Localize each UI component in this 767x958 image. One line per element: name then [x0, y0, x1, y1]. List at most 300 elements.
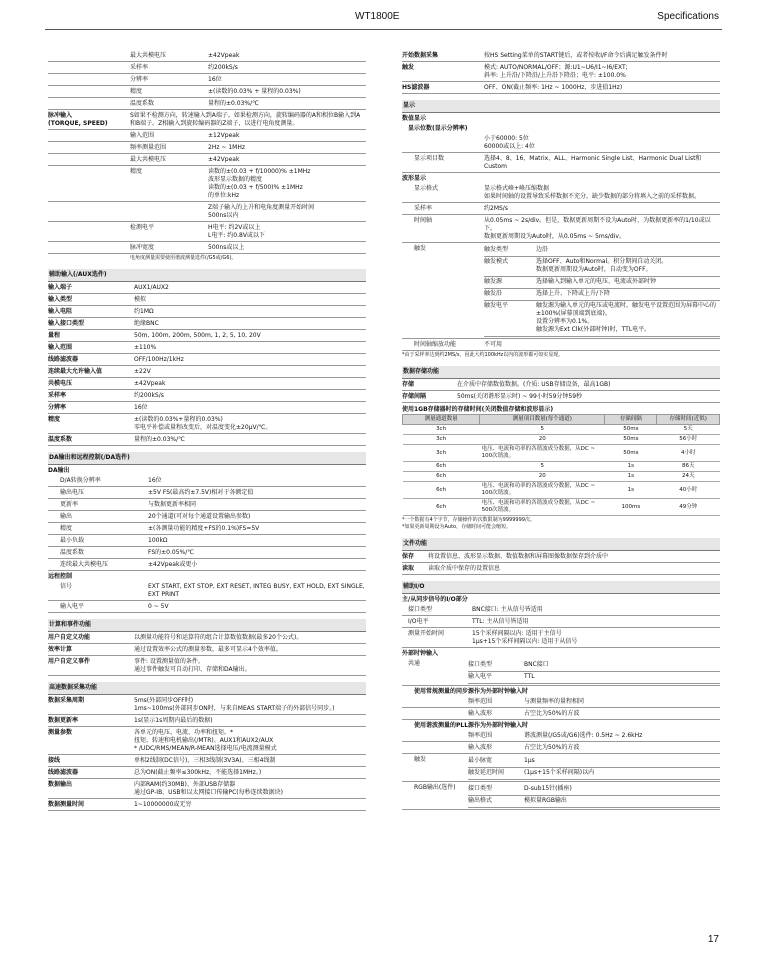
- table-header: 存储间隔: [605, 415, 657, 425]
- spec-key: 分辨率: [48, 403, 67, 411]
- rgb-sub: [468, 784, 720, 808]
- spec-key: 测量开始时间: [408, 629, 445, 637]
- section-title: 数据存储功能: [402, 366, 720, 379]
- ext-common-key: 共通: [408, 659, 421, 667]
- spec-row: [402, 339, 720, 351]
- spec-row: [402, 133, 720, 153]
- display-trigger-sub: [484, 245, 720, 337]
- group-title: 使用常规测量的同步源作为外部时钟输入时: [414, 688, 529, 695]
- spec-row: [48, 487, 366, 499]
- spec-row: [484, 301, 720, 337]
- table-cell: 4小时: [657, 445, 720, 462]
- spec-key: 效率计算: [48, 645, 73, 653]
- spec-value: 50ms(关闭谐形显示时) ~ 99小时59分钟59秒: [457, 392, 583, 400]
- spec-value: AUX1/AUX2: [134, 283, 169, 291]
- spec-value: 20个通道(可对每个通道设置输出参数): [148, 512, 251, 520]
- spec-value: 16位: [134, 403, 148, 411]
- spec-value: 选择上升、下降或上升/下降: [536, 290, 611, 297]
- spec-key: 触发电平: [484, 302, 509, 309]
- spec-key: 数据测量时间: [48, 800, 85, 808]
- spec-key: 输入电平: [60, 602, 85, 610]
- spec-key: 输入端子: [48, 283, 73, 291]
- spec-key: D/A转换分辨率: [60, 476, 101, 484]
- spec-row: [48, 354, 366, 366]
- spec-key: 最大共模电压: [130, 51, 167, 59]
- spec-value: 绝缘BNC: [134, 319, 159, 327]
- spec-row: [48, 86, 366, 98]
- section-title: 高速数据采集功能: [48, 682, 366, 695]
- spec-row: [402, 604, 720, 616]
- spec-key: 量程: [48, 331, 61, 339]
- display-trigger-key: 触发: [414, 244, 427, 252]
- spec-value: FS的±0.05%/℃: [148, 548, 195, 556]
- spec-row: [484, 289, 720, 301]
- spec-row: [468, 784, 720, 796]
- group-title: 外部时钟输入: [402, 650, 439, 657]
- spec-value: (1μs+15个采样间隔)以内: [524, 769, 595, 776]
- display-note: *由于采样率达到约2MS/s，因此大约100kHz以内的波形都可如实显现。: [402, 352, 564, 358]
- spec-key: 采样率: [130, 63, 149, 71]
- spec-key: 数据采集周期: [48, 696, 85, 704]
- spec-value: 与测量频率的量程相同: [524, 697, 585, 705]
- spec-row: [48, 330, 366, 342]
- section-title: 计算和事件功能: [48, 619, 366, 632]
- display-trigger-row: [402, 243, 720, 339]
- spec-key: 输入接口类型: [48, 319, 85, 327]
- group-title: DA输出: [48, 467, 70, 474]
- spec-key: 输入电阻: [48, 307, 73, 315]
- spec-row: [48, 50, 366, 62]
- spec-key: 脉冲宽度: [130, 243, 155, 251]
- spec-row: [48, 378, 366, 390]
- aux-trigger-sub: [468, 756, 720, 780]
- spec-value: 从0.05ms ~ 2s/div。但是，数据更新周期不设为Auto时，为数据更新率的1/10或以下。 数据更新周期设为Auto时，从0.05ms ~ 5ms/div。: [484, 216, 711, 240]
- spec-row: [402, 730, 720, 742]
- page-number: 17: [707, 934, 719, 945]
- spec-row: [48, 632, 366, 644]
- table-cell: 49分钟: [657, 499, 720, 516]
- spec-row: [48, 142, 366, 154]
- spec-value: ±22V: [134, 367, 151, 375]
- table-cell: 6ch: [403, 482, 480, 499]
- table-row: [403, 445, 720, 462]
- spec-key: 保存: [402, 552, 415, 560]
- spec-row: [48, 727, 366, 755]
- spec-value: 0 ~ 5V: [148, 602, 169, 610]
- table-cell: 6ch: [403, 472, 480, 482]
- spec-key: 输入范围: [130, 131, 155, 139]
- table-header: 存储时间(近似): [657, 415, 720, 425]
- spec-row: [402, 742, 720, 754]
- spec-key: 精度: [48, 415, 61, 423]
- spec-row: [48, 581, 366, 601]
- table-cell: 86天: [657, 462, 720, 472]
- spec-value: 通过设置效率公式的测量参数，最多可显示4个效率值。: [134, 645, 282, 653]
- spec-key: 数据更新率: [48, 716, 79, 724]
- aux-trigger-key: 触发: [414, 755, 427, 763]
- spec-row: [48, 656, 366, 676]
- spec-key: 触发: [402, 63, 415, 71]
- spec-value: OFF/100Hz/1kHz: [134, 355, 184, 363]
- spec-row: [48, 166, 366, 202]
- spec-value: 占空比为50%的方波: [524, 709, 580, 717]
- spec-row: [48, 475, 366, 487]
- spec-row: [48, 511, 366, 523]
- spec-key: [48, 204, 208, 220]
- spec-value: OFF、ON(截止频率: 1Hz ~ 1000Hz，步进值1Hz): [484, 83, 623, 91]
- spec-value: 按HS Setting菜单的START键后，或者按收I/F命令后满足触发条件时: [484, 51, 668, 59]
- table-header: 测量通道数量: [403, 415, 480, 425]
- spec-value: 单相2线制(DC信号)、三相3线制(3V3A)、三相4线制: [134, 756, 276, 764]
- spec-row: [48, 222, 366, 242]
- spec-row: [484, 245, 720, 257]
- spec-key: 接口类型: [468, 785, 493, 792]
- spec-key: 输入波形: [468, 709, 493, 717]
- spec-key: 精度: [60, 524, 73, 532]
- spec-row: [48, 242, 366, 254]
- spec-key: 精度: [130, 167, 143, 175]
- spec-value: 读数的±(0.03 + f/10000)% ±1MHz 波形显示数据的精度 读数的±(0.03 + f/500)% ±1MHz 的单位:kHz: [208, 167, 311, 199]
- storage-table-title: 使用1GB存储器时的存储时间(关闭数值存储和波形显示): [402, 406, 554, 413]
- spec-value: 将设置信息、波形显示数据、数值数据和屏幕图像数据保存到介质中: [428, 552, 609, 560]
- spec-key: 输入类型: [48, 295, 73, 303]
- spec-key: 存储间隔: [402, 392, 427, 400]
- spec-row: [48, 306, 366, 318]
- spec-key: 数据输出: [48, 780, 73, 788]
- spec-row: [402, 62, 720, 82]
- spec-value: ±110%: [134, 343, 157, 351]
- spec-row: [48, 74, 366, 86]
- spec-value: 读取介质中保存的设置信息: [428, 564, 501, 572]
- table-row: [403, 482, 720, 499]
- table-cell: 24天: [657, 472, 720, 482]
- spec-key: 开始数据采集: [402, 51, 439, 59]
- spec-key: 显示项目数: [414, 154, 445, 162]
- spec-row: [48, 755, 366, 767]
- section-title: DA输出和远程控制(/DA选件): [48, 452, 366, 465]
- spec-row: [402, 82, 720, 94]
- spec-row: [48, 130, 366, 142]
- section-title: 文件功能: [402, 538, 720, 551]
- table-cell: 电压、电流和功率的各谐波成分数据，从DC ~ 100次谐波。: [480, 482, 605, 499]
- spec-value: 1μs: [524, 757, 535, 764]
- table-cell: 50ms: [605, 445, 657, 462]
- spec-value: 1s(显示1s周期内最后的数据): [134, 716, 213, 724]
- spec-row: [48, 715, 366, 727]
- spec-row: [48, 282, 366, 294]
- spec-value: 约2MS/s: [484, 204, 508, 212]
- storage-notes: *一个数据有4个字节，存储操作的次数限制为9999999次。 *如果更新周期设为Auto，存储时间可能会缩短。: [402, 517, 535, 530]
- spec-value: TTL: [524, 673, 535, 680]
- spec-value: ±5V FS(最高约±7.5V)相对于各额定值: [148, 488, 254, 496]
- spec-row: [402, 616, 720, 628]
- spec-key: 输入范围: [48, 343, 73, 351]
- spec-row: [48, 154, 366, 166]
- spec-value: 选择4、8、16、Matrix、ALL、Harmonic Single List、Harmonic Dual List和Custom: [484, 154, 702, 170]
- spec-key: 输出格式: [468, 797, 493, 804]
- spec-key: 线路滤波器: [48, 355, 79, 363]
- spec-value: 约200kS/s: [208, 63, 238, 71]
- spec-value: 模拟: [134, 295, 147, 303]
- spec-value: BNC接口: 主从信号皆适用: [472, 605, 543, 613]
- spec-key: 采样率: [48, 391, 67, 399]
- spec-key: 接口类型: [408, 605, 433, 613]
- spec-key: 连续最大共模电压: [60, 560, 109, 568]
- spec-key: 温度系数: [130, 99, 155, 107]
- spec-value: D-sub15针(插座): [524, 785, 572, 792]
- ext-common-sub: [468, 660, 720, 684]
- spec-value: 总为ON(截止频率≤300kHz，不能选择1MHz。): [134, 768, 262, 776]
- spec-key: 触发沿: [484, 290, 503, 297]
- table-row: [403, 472, 720, 482]
- spec-row: [48, 601, 366, 613]
- group-title: 使用谐波测量的PLL源作为外部时钟输入时: [414, 722, 529, 729]
- spec-value: 量程的±0.03%/℃: [208, 99, 259, 107]
- spec-value: ±42Vpeak或更小: [148, 560, 198, 568]
- spec-value: 内部RAM(约30MB)、外部USB存储器 通过GP-IB、USB和以太网接口传输PC(每秒连续数据块): [134, 780, 283, 796]
- pulse-note: 电角度测量需要使用谐波测量选件(/G5或/G6)。: [130, 255, 237, 261]
- header-rule: [45, 29, 722, 30]
- spec-value: 100kΩ: [148, 536, 168, 544]
- spec-row: [48, 767, 366, 779]
- table-header: 测量项目数量(每个通道): [480, 415, 605, 425]
- table-cell: 3ch: [403, 445, 480, 462]
- spec-value: ±12Vpeak: [208, 131, 240, 139]
- spec-value: 5ms(外部同步OFF时) 1ms~100ms(外部同步ON时，与来自MEAS START端子的外部信号同步。): [134, 696, 335, 712]
- spec-key: 检测电平: [130, 223, 155, 231]
- spec-row: [402, 696, 720, 708]
- spec-key: 显示格式: [414, 184, 439, 192]
- spec-row: [468, 768, 720, 780]
- spec-value: Z端子输入的上升和电角度测量开始时间 500ns以内: [208, 203, 315, 219]
- table-cell: 5天: [657, 425, 720, 435]
- spec-row: [468, 756, 720, 768]
- spec-row: [402, 203, 720, 215]
- spec-value: 各单元的电压、电流、功率和扭矩。* 扭矩、转速和电机输出(/MTR)、AUX1和AUX2/AUX * /UDC/RMS/MEAN/R-MEAN选择电压/电流测量模式: [134, 728, 277, 752]
- table-cell: 50ms: [605, 425, 657, 435]
- section-title: 辅助输入(/AUX选件): [48, 269, 366, 282]
- spec-key: 触发模式: [484, 258, 509, 265]
- rgb-key: RGB输出(选件): [414, 783, 456, 791]
- spec-row: [402, 153, 720, 173]
- spec-key: 输入电平: [468, 673, 493, 680]
- spec-key: 频率测量范围: [130, 143, 167, 151]
- spec-value: 边沿: [536, 246, 549, 253]
- spec-value: 以测量功能符号和运算符的组合计算数值数据(最多20个公式)。: [134, 633, 303, 641]
- table-cell: 1s: [605, 482, 657, 499]
- spec-value: 选择OFF、Auto和Normal。积分期间自动关闭。 数据更新周期设为Auto时，自动变为OFF。: [536, 258, 668, 273]
- spec-value: 500ns或以上: [208, 243, 245, 251]
- spec-row: [48, 98, 366, 110]
- table-cell: 20: [480, 435, 605, 445]
- spec-row: [48, 559, 366, 571]
- spec-row: [402, 183, 720, 203]
- table-cell: 56小时: [657, 435, 720, 445]
- table-cell: 6ch: [403, 499, 480, 516]
- table-cell: 5: [480, 462, 605, 472]
- spec-key: 连续最大允许输入值: [48, 367, 103, 375]
- spec-value: BNC接口: [524, 661, 549, 668]
- spec-key: 线路滤波器: [48, 768, 79, 776]
- right-column: [402, 50, 720, 810]
- spec-row: [48, 342, 366, 354]
- rgb-row: [402, 782, 720, 810]
- table-cell: 电压、电流和功率的各谐波成分数据，从DC ~ 500次谐波。: [480, 499, 605, 516]
- table-row: [403, 435, 720, 445]
- spec-row: [402, 50, 720, 62]
- spec-key: 接口类型: [468, 661, 493, 668]
- group-title: 数值显示: [402, 115, 427, 122]
- spec-row: [402, 391, 720, 403]
- table-cell: 20: [480, 472, 605, 482]
- spec-key: 采样率: [414, 204, 433, 212]
- spec-key: [402, 135, 484, 151]
- spec-key: 输出电压: [60, 488, 85, 496]
- spec-value: 模拟量RGB输出: [524, 797, 567, 804]
- spec-value: EXT START, EXT STOP, EXT RESET, INTEG BUSY, EXT HOLD, EXT SINGLE, EXT PRINT: [148, 582, 365, 598]
- spec-row: [402, 215, 720, 243]
- spec-row: [48, 434, 366, 446]
- spec-row: [48, 695, 366, 715]
- spec-key: 触发类型: [484, 246, 509, 253]
- spec-value: 模式: AUTO/NORMAL/OFF；源:U1~U6/I1~I6/EXT; 斜率: 上升沿/下降沿/上升沿下降沿；电平: ±100.0%: [484, 63, 628, 79]
- spec-value: 不可用: [484, 340, 503, 348]
- table-cell: 6ch: [403, 462, 480, 472]
- spec-row: [468, 796, 720, 808]
- storage-table: [402, 414, 720, 516]
- spec-value: 15个采样间隔以内: 适用于主信号 1μs+15个采样间隔以内: 适用于从信号: [472, 629, 578, 645]
- spec-key: 更新率: [60, 500, 79, 508]
- spec-value: 选择输入到输入单元的电压、电流或外部时钟: [536, 278, 657, 285]
- spec-row: [48, 779, 366, 799]
- spec-key: 输入波形: [468, 743, 493, 751]
- group-title: 显示位数(显示分辨率): [408, 125, 468, 132]
- spec-row: [402, 551, 720, 563]
- table-cell: 40小时: [657, 482, 720, 499]
- spec-row: [48, 390, 366, 402]
- header-model: WT1800E: [355, 11, 400, 22]
- spec-row: [48, 366, 366, 378]
- spec-key: 最小脉宽: [468, 757, 493, 764]
- spec-value: 谐波测量(/G5或/G6)选件: 0.5Hz ~ 2.6kHz: [524, 731, 643, 739]
- spec-row: [468, 672, 720, 684]
- spec-row: [48, 318, 366, 330]
- spec-row: [402, 379, 720, 391]
- table-cell: 3ch: [403, 435, 480, 445]
- spec-value: 事件: 设置测量值的条件。 通过事件触发可自动打印、存储和DA输出。: [134, 657, 251, 673]
- spec-row: [48, 62, 366, 74]
- spec-row: [402, 628, 720, 648]
- spec-key: 存储: [402, 380, 415, 388]
- spec-key: I/O电平: [408, 617, 429, 625]
- spec-key: 频率范围: [468, 697, 493, 705]
- table-row: [403, 462, 720, 472]
- spec-value: 约200kS/s: [134, 391, 164, 399]
- table-cell: 1s: [605, 472, 657, 482]
- section-title: 辅助I/O: [402, 581, 720, 594]
- spec-row: [48, 402, 366, 414]
- spec-value: 占空比为50%的方波: [524, 743, 580, 751]
- spec-row: [484, 277, 720, 289]
- table-cell: 3ch: [403, 425, 480, 435]
- spec-row: [48, 547, 366, 559]
- pulse-header-row: [48, 110, 366, 130]
- spec-key: 用户自定义事件: [48, 657, 91, 665]
- spec-row: [48, 799, 366, 811]
- spec-row: [48, 414, 366, 434]
- section-title: 显示: [402, 100, 720, 113]
- spec-row: [48, 499, 366, 511]
- spec-key: 读取: [402, 564, 415, 572]
- pulse-desc: S如果不检测方向，转速输入到A端子。如果检测方向，旋转编码器的A和相位B输入到A和B端子。Z相输入到旋转编码器的Z端子，以进行电角度测量。: [130, 111, 361, 127]
- table-cell: 50ms: [605, 435, 657, 445]
- spec-key: HS滤波器: [402, 83, 430, 91]
- spec-row: [402, 708, 720, 720]
- spec-row: [48, 535, 366, 547]
- spec-value: 量程的±0.03%/℃: [134, 435, 185, 443]
- spec-value: 16位: [148, 476, 162, 484]
- spec-value: 显示格式峰+峰压缩数据 如果时间轴的设置导致采样数据不充分，缺少数据的部分将填入之前的采样数据。: [484, 184, 701, 200]
- pulse-title: 脉冲输入 (TORQUE, SPEED): [48, 111, 108, 127]
- spec-key: 分辨率: [130, 75, 149, 83]
- spec-value: ±42Vpeak: [208, 51, 240, 59]
- group-title: 波形显示: [402, 175, 427, 182]
- spec-row: [48, 294, 366, 306]
- table-cell: 1s: [605, 462, 657, 472]
- spec-value: 1~10000000或无穷: [134, 800, 192, 808]
- spec-value: ±(各测量功能的精度+FS的0.1%)FS=5V: [148, 524, 260, 532]
- table-cell: 5: [480, 425, 605, 435]
- spec-key: 共模电压: [48, 379, 73, 387]
- spec-key: 触发源: [484, 278, 503, 285]
- spec-row: [484, 257, 720, 277]
- spec-value: 16位: [208, 75, 222, 83]
- spec-value: 约1MΩ: [134, 307, 154, 315]
- spec-key: 时间轴: [414, 216, 433, 224]
- spec-value: 小于60000: 5位 60000或以上: 4位: [484, 134, 535, 150]
- spec-key: 信号: [60, 582, 73, 590]
- spec-row: [48, 202, 366, 222]
- spec-key: 最大共模电压: [130, 155, 167, 163]
- spec-value: 触发源为输入单元的电压或电流时，触发电平设置范围为屏幕中心的±100%(屏幕顶端到底端)。 设置分辨率为0.1%。 触发源为Ext Clk(外部时钟)时，TTL电平。: [536, 302, 717, 333]
- spec-value: ±(读数的0.03% + 量程的0.03%): [208, 87, 301, 95]
- table-cell: 100ms: [605, 499, 657, 516]
- spec-row: [402, 563, 720, 575]
- spec-key: 最小负载: [60, 536, 85, 544]
- spec-key: 测量参数: [48, 728, 73, 736]
- aux-trigger-row: [402, 754, 720, 782]
- header-section: Specifications: [657, 11, 719, 22]
- spec-key: 接线: [48, 756, 61, 764]
- left-column: [48, 50, 366, 811]
- spec-value: 与数据更新率相同: [148, 500, 197, 508]
- spec-key: 温度系数: [60, 548, 85, 556]
- spec-value: 50m, 100m, 200m, 500m, 1, 2, 5, 10, 20V: [134, 331, 261, 339]
- spec-value: 在介质中存储数值数据。(介质: USB存储设备，最高1GB): [457, 380, 611, 388]
- group-title: 主/从同步信号的I/O部分: [402, 596, 468, 603]
- spec-value: ±42Vpeak: [208, 155, 240, 163]
- spec-key: 精度: [130, 87, 143, 95]
- spec-row: [48, 523, 366, 535]
- table-row: [403, 425, 720, 435]
- ext-common-row: [402, 658, 720, 686]
- spec-key: 用户自定义功能: [48, 633, 91, 641]
- spec-value: 2Hz ~ 1MHz: [208, 143, 245, 151]
- spec-value: TTL: 主从信号皆适用: [472, 617, 529, 625]
- spec-value: H电平: 约2V或以上 L电平: 约0.8V或以下: [208, 223, 265, 239]
- spec-key: 触发延迟时间: [468, 769, 505, 776]
- table-cell: 电压、电流和功率的各谐波成分数据，从DC ~ 100次谐波。: [480, 445, 605, 462]
